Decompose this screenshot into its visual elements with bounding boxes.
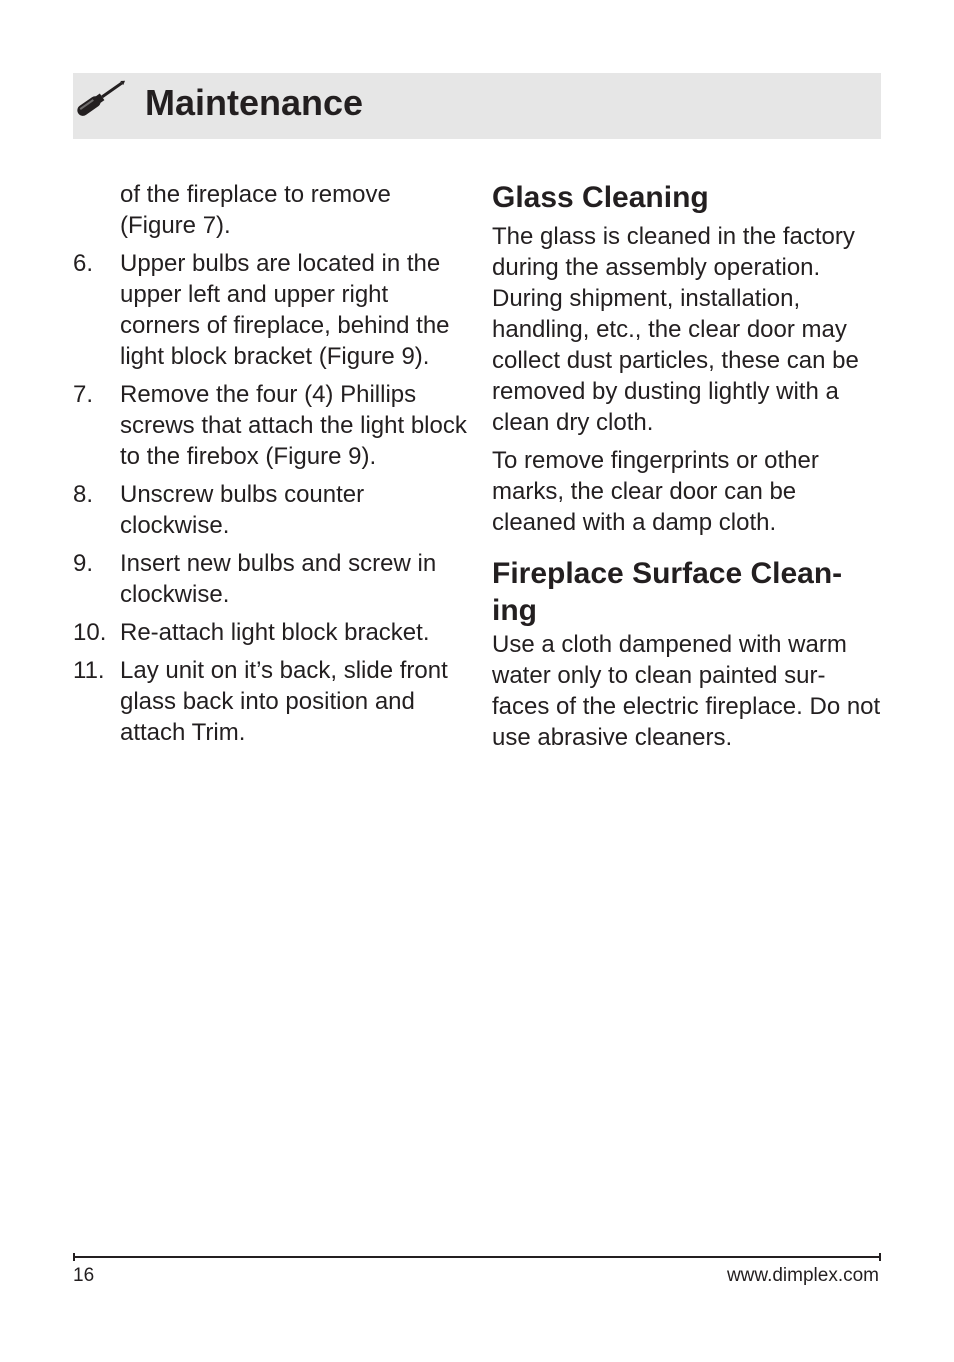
page-number: 16 [73,1265,95,1286]
screwdriver-icon [73,73,129,121]
right-column [492,179,884,753]
list-item [73,548,468,610]
step-text: Unscrew bulbs counter clockwise. [120,481,365,539]
section-header [73,73,881,139]
step-number: 7. [73,381,94,408]
list-item [73,479,468,541]
step-text: Upper bulbs are located in the upper left and upper right corners of fireplace, behind the light block bracket (Figure 9). [120,250,450,370]
list-item [73,617,468,648]
list-item [73,248,468,372]
surface-cleaning-heading [492,555,884,629]
left-column [73,179,468,755]
step-number: 8. [73,481,94,508]
surface-cleaning-paragraph: Use a cloth dampened with warm water only to clean painted sur- faces of the electric fireplace. Do not use abrasive cleaners. [492,631,881,751]
glass-cleaning-paragraph: To remove fingerprints or other marks, the clear door can be cleaned with a damp cloth. [492,447,819,536]
surface-cleaning-heading-line1: Fireplace Surface Clean- [492,557,843,590]
surface-cleaning-heading-line2: ing [492,594,537,627]
step-number: 11. [73,657,105,684]
glass-cleaning-paragraph: The glass is cleaned in the factory during the assembly operation. During shipment, installation, handling, etc., the clear door may collect dust particles, these can be removed by dusting lightly with a clean dry cloth. [492,223,859,436]
list-item [73,655,468,748]
list-item [73,379,468,472]
step-text: Insert new bulbs and screw in clockwise. [120,550,437,608]
step-number: 9. [73,550,94,577]
website-url: www.dimplex.com [726,1265,879,1286]
step-text: Re-attach light block bracket. [120,619,430,646]
footer-divider-end [879,1253,881,1261]
step-text: Remove the four (4) Phillips screws that attach the light block to the firebox (Figure 9). [120,381,467,470]
step-text: Lay unit on it’s back, slide front glass back into position and attach Trim. [120,657,448,746]
footer-divider-end [73,1253,75,1261]
page-title: Maintenance [145,82,364,123]
step-number: 10. [73,619,107,646]
glass-cleaning-heading: Glass Cleaning [492,181,709,214]
continuation-text: of the fireplace to remove (Figure 7). [120,181,391,239]
step-number: 6. [73,250,94,277]
footer-divider [73,1256,881,1258]
